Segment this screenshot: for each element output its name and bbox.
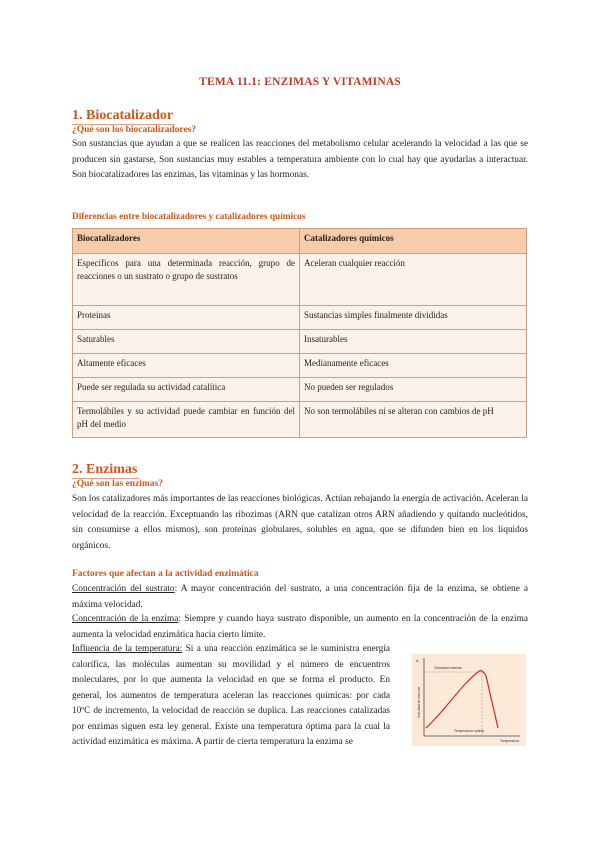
x-axis-label: Temperatura bbox=[500, 739, 520, 743]
factor-sustrato-label: Concentración del sustrato bbox=[72, 584, 175, 594]
comparison-table bbox=[72, 228, 527, 438]
axis-letter: A bbox=[416, 658, 419, 663]
factor-sustrato-text: : A mayor concentración del sustrato, a una concentración fija de la enzima, se obtiene a máxima velocidad. bbox=[72, 584, 528, 610]
y-axis-label: Velocidad de reacción bbox=[417, 686, 421, 718]
document-title: TEMA 11.1: ENZIMAS Y VITAMINAS bbox=[199, 76, 401, 88]
table-cell: Aceleran cualquier reacción bbox=[300, 254, 527, 306]
table-row bbox=[73, 254, 527, 306]
factors-title: Factores que afectan a la actividad enzimática bbox=[72, 569, 259, 579]
optimum-label: Temperatura óptima bbox=[454, 729, 485, 733]
table-row bbox=[73, 378, 527, 402]
table-cell: Sustancias simples finalmente divididas bbox=[300, 306, 527, 330]
table-row bbox=[73, 306, 527, 330]
table-cell: Proteínas bbox=[73, 306, 300, 330]
table-row bbox=[73, 354, 527, 378]
table-cell: Medianamente eficaces bbox=[300, 354, 527, 378]
paragraph-enzimas: Son los catalizadores más importantes de las reacciones biológicas. Actúan rebajando la energía de activación. Aceleran la velocidad de la reacción. Exceptuando las ribozimas (ARN que catalizan otros ARN añadiendo y quitando nucleótidos, sin consumirse a ellos mismos), son proteínas globulares, solubles en agua, que se difunden bien en los líquidos orgánicos. bbox=[72, 494, 528, 551]
table-row bbox=[73, 330, 527, 354]
section-heading-biocatalizador: 1. Biocatalizador bbox=[72, 108, 174, 123]
factor-enzima-label: Concentración de la enzima bbox=[72, 614, 179, 624]
table-cell: Insaturables bbox=[300, 330, 527, 354]
table-header-cell: Biocatalizadores bbox=[73, 229, 300, 254]
temperature-activity-figure bbox=[412, 654, 526, 746]
factor-sustrato bbox=[72, 582, 528, 613]
question-biocatalizadores: ¿Qué son los biocatalizadores? bbox=[72, 125, 197, 135]
activity-curve bbox=[426, 671, 498, 728]
factor-temperatura bbox=[72, 642, 390, 751]
paragraph-biocatalizadores: Son sustancias que ayudan a que se realicen las reacciones del metabolismo celular acelerando la velocidad a las que se producen sin gastarse, Son sustancias muy estables a temperatura ambiente con lo cual hay que ayudarlas a interactuar. Son biocatalizadores las enzimas, las vitaminas y las hormonas. bbox=[72, 139, 528, 180]
table-cell: No pueden ser regulados bbox=[300, 378, 527, 402]
table-header-cell: Catalizadores químicos bbox=[300, 229, 527, 254]
table-cell: No son termolábiles ni se alteran con cambios de pH bbox=[300, 402, 527, 438]
table-cell: Saturables bbox=[73, 330, 300, 354]
temperature-activity-svg bbox=[412, 654, 526, 746]
factor-temperatura-label: Influencia de la temperatura: bbox=[72, 644, 183, 654]
table-title: Diferencias entre biocatalizadores y catalizadores químicos bbox=[72, 212, 306, 222]
factor-enzima bbox=[72, 612, 528, 643]
table-cell: Termolábiles y su actividad puede cambiar en función del pH del medio bbox=[73, 402, 300, 438]
section-heading-enzimas: 2. Enzimas bbox=[72, 462, 138, 477]
factor-enzima-text: : Siempre y cuando haya sustrato disponible, un aumento en la concentración de la enzima aumenta la velocidad enzimática hacia cierto límite. bbox=[72, 614, 528, 640]
table-row bbox=[73, 402, 527, 438]
table-cell: Puede ser regulada su actividad catalítica bbox=[73, 378, 300, 402]
table-header-row bbox=[73, 229, 527, 254]
table-cell: Específicos para una determinada reacción, grupo de reacciones o un sustrato o grupo de sustratos bbox=[73, 254, 300, 306]
factor-temperatura-text: Si a una reacción enzimática se le suministra energía calorífica, las moléculas aumentan su movilidad y el número de encuentros moleculares, por lo que aumenta la velocidad en que se forma el producto. En general, los aumentos de temperatura aceleran las reacciones químicas: por cada 10ºC de incremento, la velocidad de reacción se duplica. Las reacciones catalizadas por enzimas siguen esta ley general. Existe una temperatura óptima para la cual la actividad enzimática es máxima. A partir de cierta temperatura la enzima se bbox=[72, 644, 390, 747]
peak-label: Velocidad máxima bbox=[434, 666, 462, 670]
table-cell: Altamente eficaces bbox=[73, 354, 300, 378]
question-enzimas: ¿Qué son las enzimas? bbox=[72, 479, 164, 489]
